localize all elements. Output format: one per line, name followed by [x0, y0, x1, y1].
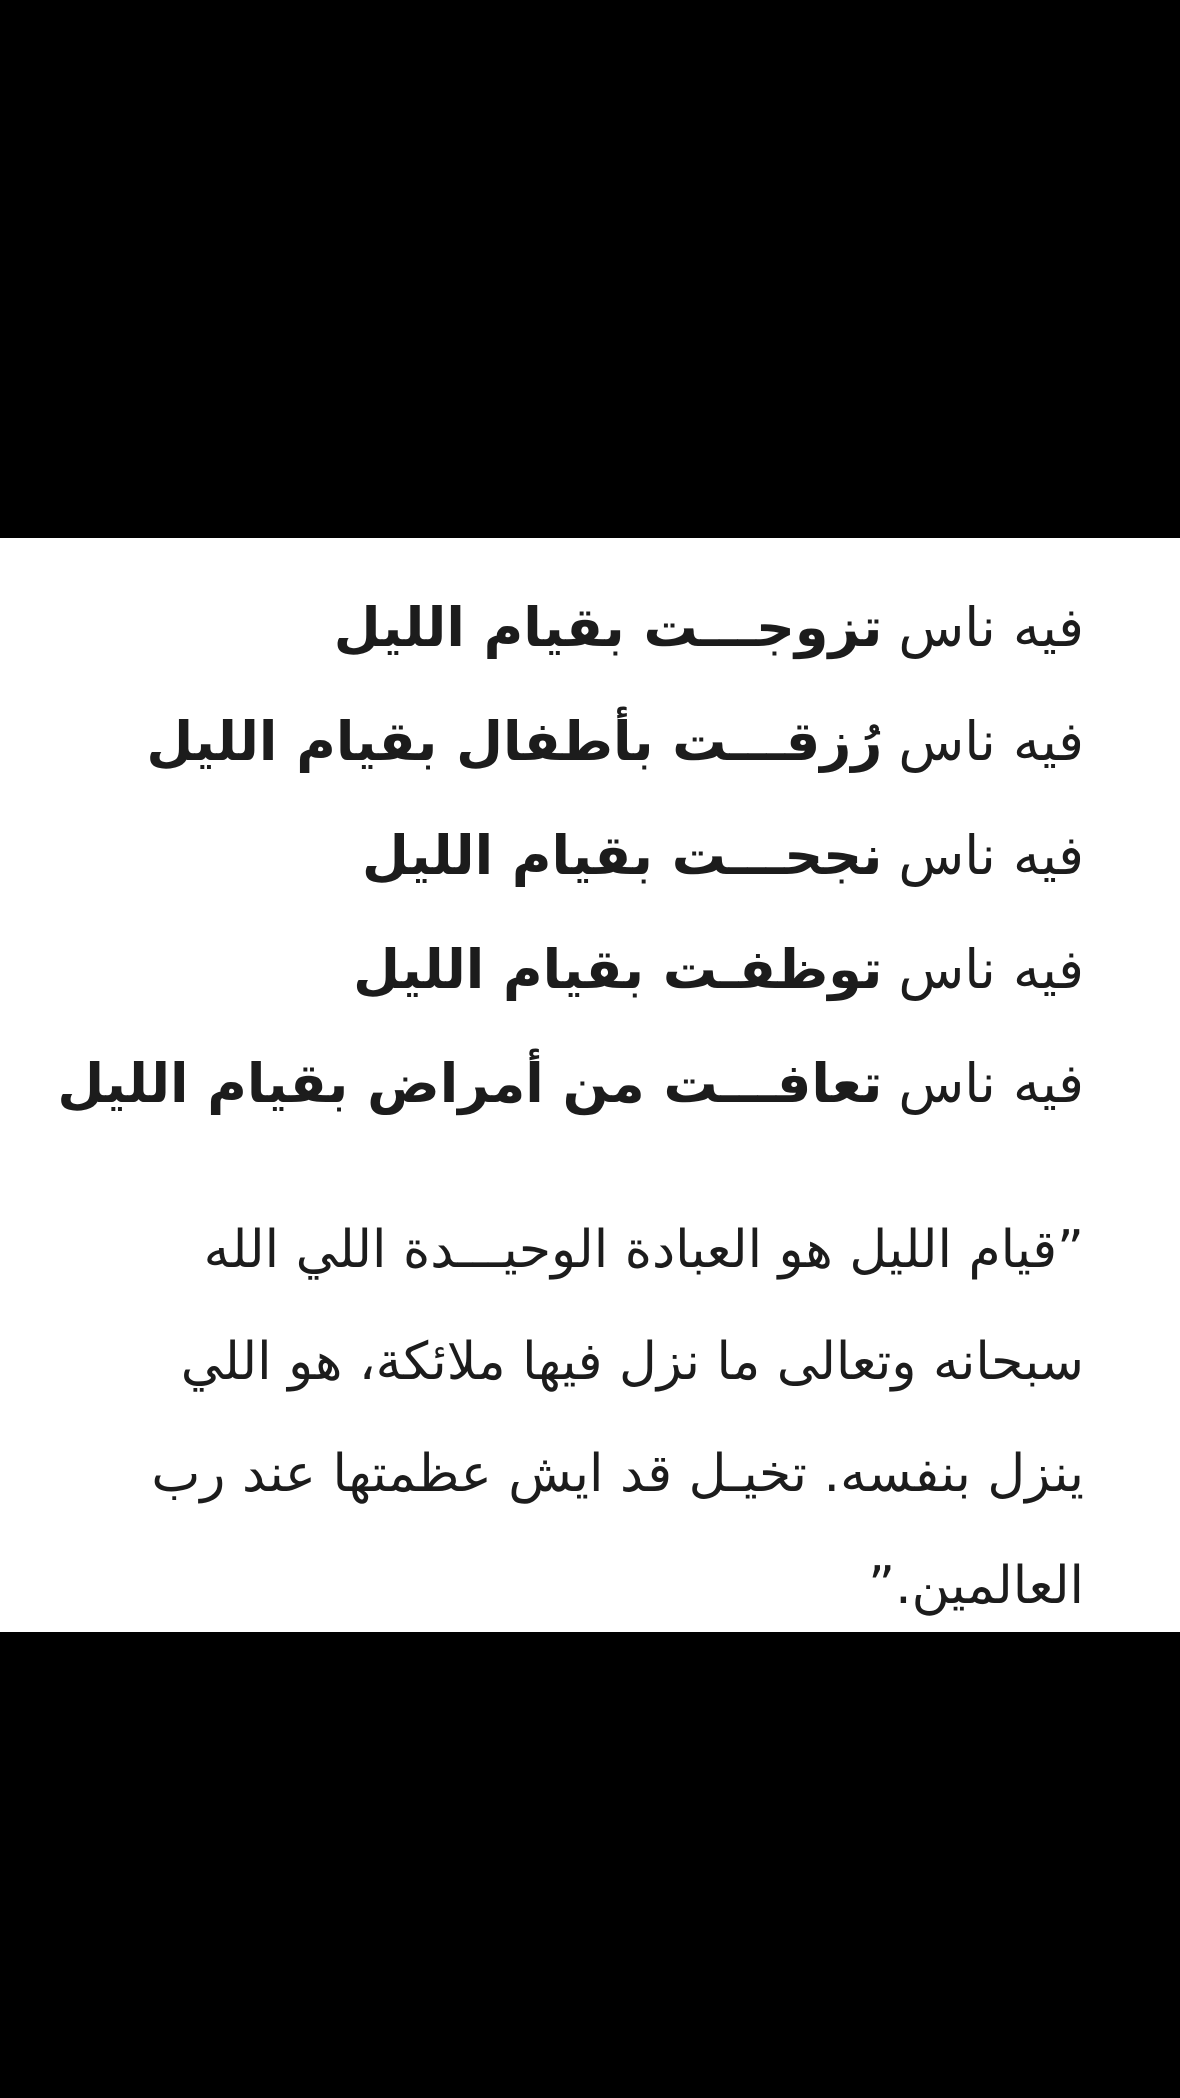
- statement-line: [96, 798, 1084, 912]
- statement-emphasis: رُزقـــت بأطفال بقيام الليل: [146, 709, 883, 773]
- statement-emphasis: تزوجـــت بقيام الليل: [333, 595, 883, 659]
- statement-emphasis: توظفـت بقيام الليل: [353, 937, 883, 1001]
- statement-prefix: فيه ناس: [898, 937, 1084, 1001]
- letterbox-top: [0, 0, 1180, 538]
- quote-paragraph: ”قيام الليل هو العبادة الوحيـــدة اللي الله سبحانه وتعالى ما نزل فيها ملائكة، هو اللي ينزل بنفسه. تخيـل قد ايش عظمتها عند رب العالمين.”: [151, 1220, 1084, 1616]
- letterbox-bottom: [0, 1632, 1180, 2098]
- statement-line: [57, 1026, 1084, 1140]
- statement-line: [96, 570, 1084, 684]
- statement-list: [57, 570, 1084, 1140]
- statement-prefix: فيه ناس: [898, 823, 1084, 887]
- statement-emphasis: تعافـــت من أمراض بقيام الليل: [57, 1051, 883, 1115]
- statement-line: [96, 912, 1084, 1026]
- statement-line: [96, 684, 1084, 798]
- statement-prefix: فيه ناس: [898, 595, 1084, 659]
- statement-emphasis: نجحـــت بقيام الليل: [362, 823, 883, 887]
- text-card: [0, 538, 1180, 1632]
- statement-prefix: فيه ناس: [898, 1051, 1084, 1115]
- statement-prefix: فيه ناس: [898, 709, 1084, 773]
